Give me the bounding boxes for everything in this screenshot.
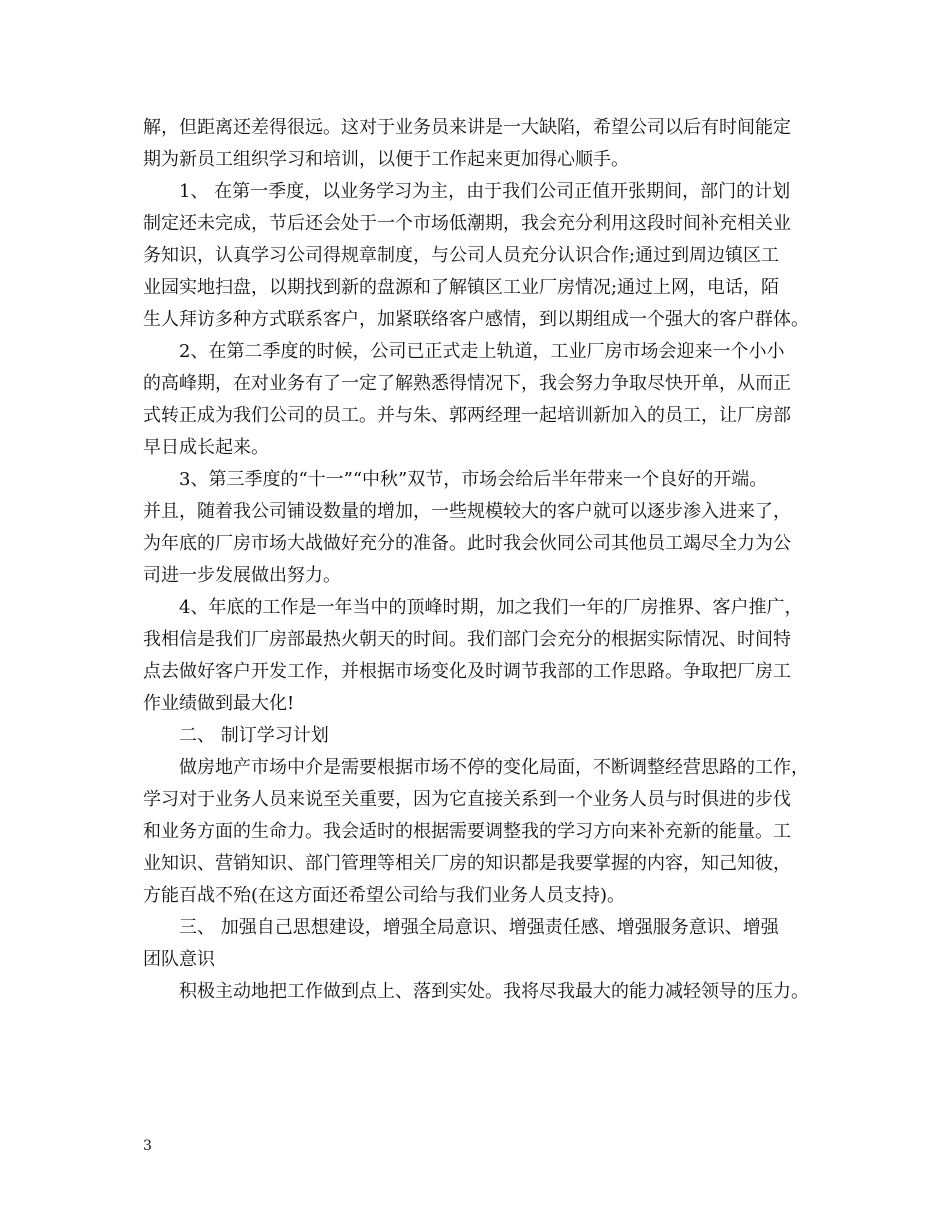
text-line: 和业务方面的生命力。我会适时的根据需要调整我的学习方向来补充新的能量。工: [143, 821, 791, 842]
text-line: 学习对于业务人员来说至关重要，因为它直接关系到一个业务人员与时俱进的步伐: [143, 789, 791, 810]
text-line: 4、年底的工作是一年当中的顶峰时期，加之我们一年的厂房推界、客户推广，: [179, 597, 803, 618]
text-line: 1、 在第一季度，以业务学习为主，由于我们公司正值开张期间，部门的计划: [179, 181, 791, 202]
text-line: 司进一步发展做出努力。: [143, 565, 341, 586]
text-line: 团队意识: [143, 949, 215, 970]
text-line: 的高峰期，在对业务有了一定了解熟悉得情况下，我会努力争取尽快开单，从而正: [143, 373, 791, 394]
text-line: 方能百战不殆(在这方面还希望公司给与我们业务人员支持)。: [143, 885, 626, 906]
text-line: 期为新员工组织学习和培训，以便于工作起来更加得心顺手。: [143, 149, 629, 170]
text-line: 解，但距离还差得很远。这对于业务员来讲是一大缺陷，希望公司以后有时间能定: [143, 117, 791, 138]
text-line: 式转正成为我们公司的员工。并与朱、郭两经理一起培训新加入的员工，让厂房部: [143, 405, 791, 426]
text-line: 制定还未完成，节后还会处于一个市场低潮期，我会充分利用这段时间补充相关业: [143, 213, 791, 234]
document-body: [143, 112, 823, 1008]
text-line: 并且，随着我公司铺设数量的增加，一些规模较大的客户就可以逐步渗入进来了，: [143, 501, 791, 522]
text-line: 二、 制订学习计划: [179, 725, 329, 746]
page-number: 3: [143, 1138, 152, 1154]
text-line: 务知识，认真学习公司得规章制度，与公司人员充分认识合作;通过到周边镇区工: [143, 245, 780, 266]
text-line: 积极主动地把工作做到点上、落到实处。我将尽我最大的能力减轻领导的压力。: [179, 981, 809, 1002]
text-line: 三、 加强自己思想建设，增强全局意识、增强责任感、增强服务意识、增强: [179, 917, 779, 938]
text-line: 业园实地扫盘，以期找到新的盘源和了解镇区工业厂房情况;通过上网，电话，陌: [143, 277, 780, 298]
text-line: 早日成长起来。: [143, 437, 269, 458]
text-line: 作业绩做到最大化!: [143, 693, 295, 714]
text-line: 业知识、营销知识、部门管理等相关厂房的知识都是我要掌握的内容，知己知彼，: [143, 853, 791, 874]
text-line: 3、第三季度的“十一”“中秋”双节，市场会给后半年带来一个良好的开端。: [179, 469, 768, 490]
text-line: 生人拜访多种方式联系客户，加紧联络客户感情，到以期组成一个强大的客户群体。: [143, 309, 809, 330]
text-line: 2、在第二季度的时候，公司已正式走上轨道，工业厂房市场会迎来一个小小: [179, 341, 785, 362]
text-line: 做房地产市场中介是需要根据市场不停的变化局面，不断调整经营思路的工作，: [179, 757, 809, 778]
text-line: 为年底的厂房市场大战做好充分的准备。此时我会伙同公司其他员工竭尽全力为公: [143, 533, 791, 554]
text-line: 点去做好客户开发工作，并根据市场变化及时调节我部的工作思路。争取把厂房工: [143, 661, 791, 682]
text-line: 我相信是我们厂房部最热火朝天的时间。我们部门会充分的根据实际情况、时间特: [143, 629, 791, 650]
